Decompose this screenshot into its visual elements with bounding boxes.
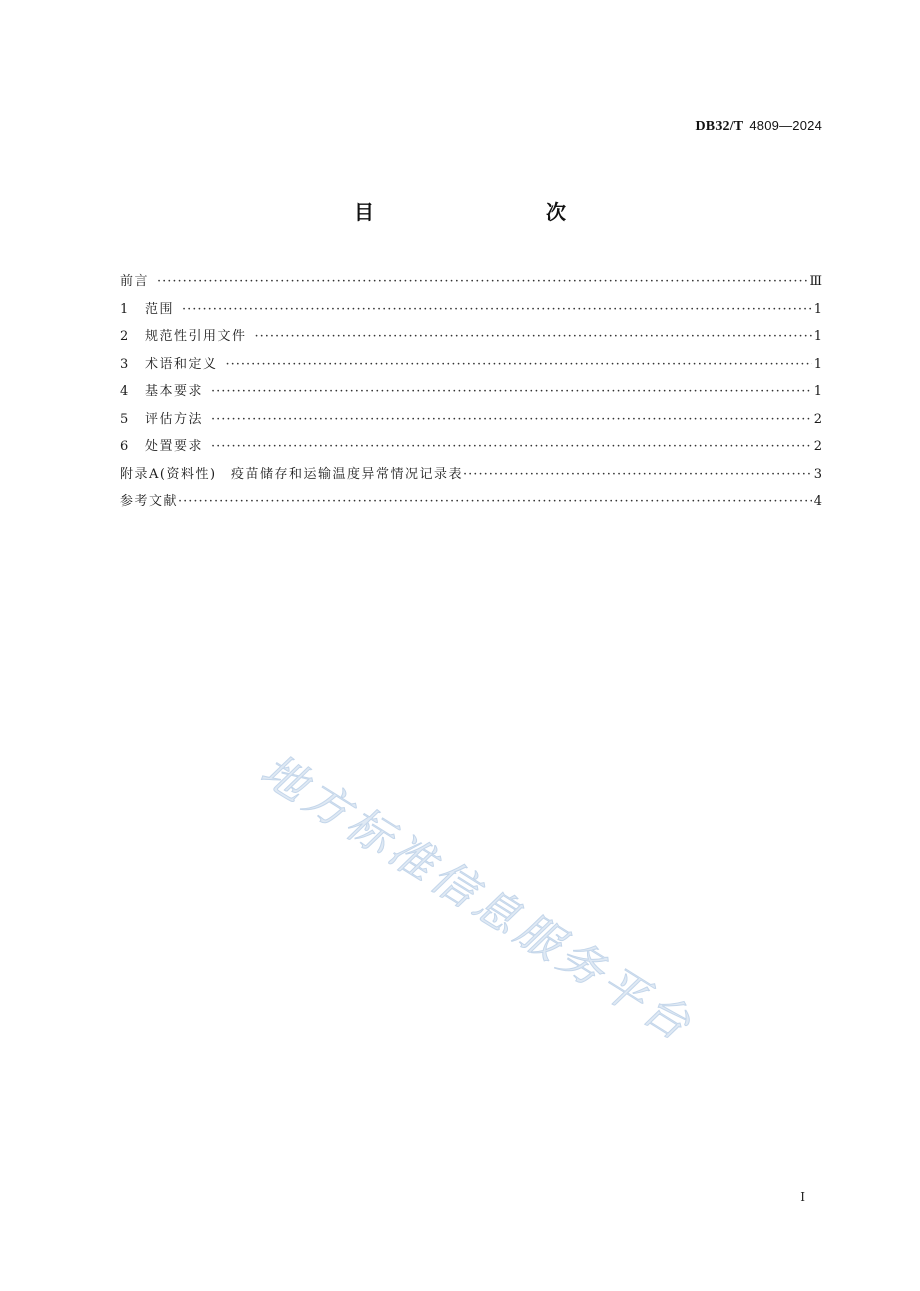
watermark: 地方标准信息服务平台 xyxy=(252,744,704,1053)
toc-dot-leader xyxy=(211,410,812,430)
toc-entry-page: 2 xyxy=(813,439,822,454)
toc-entry-number: 2 xyxy=(120,329,129,344)
toc-entry-label: 基本要求 xyxy=(145,384,204,399)
table-of-contents xyxy=(120,272,822,520)
document-code-number: 4809—2024 xyxy=(749,118,822,133)
toc-entry-label: 前言 xyxy=(120,274,150,289)
toc-entry-number: 3 xyxy=(120,356,129,372)
toc-dot-leader xyxy=(157,272,807,292)
toc-entry-terms-definitions[interactable] xyxy=(120,355,822,383)
toc-entry-appendix-a[interactable] xyxy=(120,465,822,493)
toc-dot-leader xyxy=(178,492,812,512)
toc-entry-label: 规范性引用文件 xyxy=(145,329,247,344)
toc-entry-normative-references[interactable] xyxy=(120,327,822,355)
toc-dot-leader xyxy=(211,437,812,457)
toc-entry-number: 4 xyxy=(120,384,129,399)
document-code-prefix: DB32/T xyxy=(695,119,744,134)
toc-entry-label: 范围 xyxy=(145,301,175,317)
toc-entry-page: 1 xyxy=(813,329,822,344)
toc-dot-leader xyxy=(211,382,812,402)
toc-entry-basic-requirements[interactable] xyxy=(120,382,822,410)
toc-entry-disposal-requirements[interactable] xyxy=(120,437,822,465)
document-code xyxy=(695,118,822,135)
toc-entry-label: 评估方法 xyxy=(145,411,204,427)
toc-dot-leader xyxy=(463,465,812,485)
toc-entry-scope[interactable] xyxy=(120,300,822,328)
toc-entry-foreword[interactable] xyxy=(120,272,822,300)
toc-entry-page: 1 xyxy=(813,384,822,399)
toc-entry-page: 4 xyxy=(813,494,822,509)
toc-entry-number: 6 xyxy=(120,439,129,454)
toc-entry-page: 3 xyxy=(813,466,822,482)
page-title: 目 次 xyxy=(354,200,610,224)
toc-entry-page: 1 xyxy=(813,356,822,372)
toc-entry-page: Ⅲ xyxy=(809,274,822,289)
toc-dot-leader xyxy=(255,327,812,347)
toc-entry-bibliography[interactable] xyxy=(120,492,822,520)
toc-entry-page: 1 xyxy=(813,301,822,317)
toc-dot-leader xyxy=(226,355,812,375)
toc-entry-label: 参考文献 xyxy=(120,494,179,509)
toc-dot-leader xyxy=(182,300,812,320)
toc-entry-label: 术语和定义 xyxy=(145,356,218,372)
toc-entry-label: 附录A(资料性) 疫苗储存和运输温度异常情况记录表 xyxy=(120,466,464,482)
page-number: I xyxy=(800,1190,805,1204)
toc-entry-page: 2 xyxy=(813,411,822,427)
toc-entry-number: 5 xyxy=(120,411,129,427)
toc-entry-label: 处置要求 xyxy=(145,439,204,454)
toc-entry-number: 1 xyxy=(120,301,129,317)
toc-entry-evaluation-methods[interactable] xyxy=(120,410,822,438)
